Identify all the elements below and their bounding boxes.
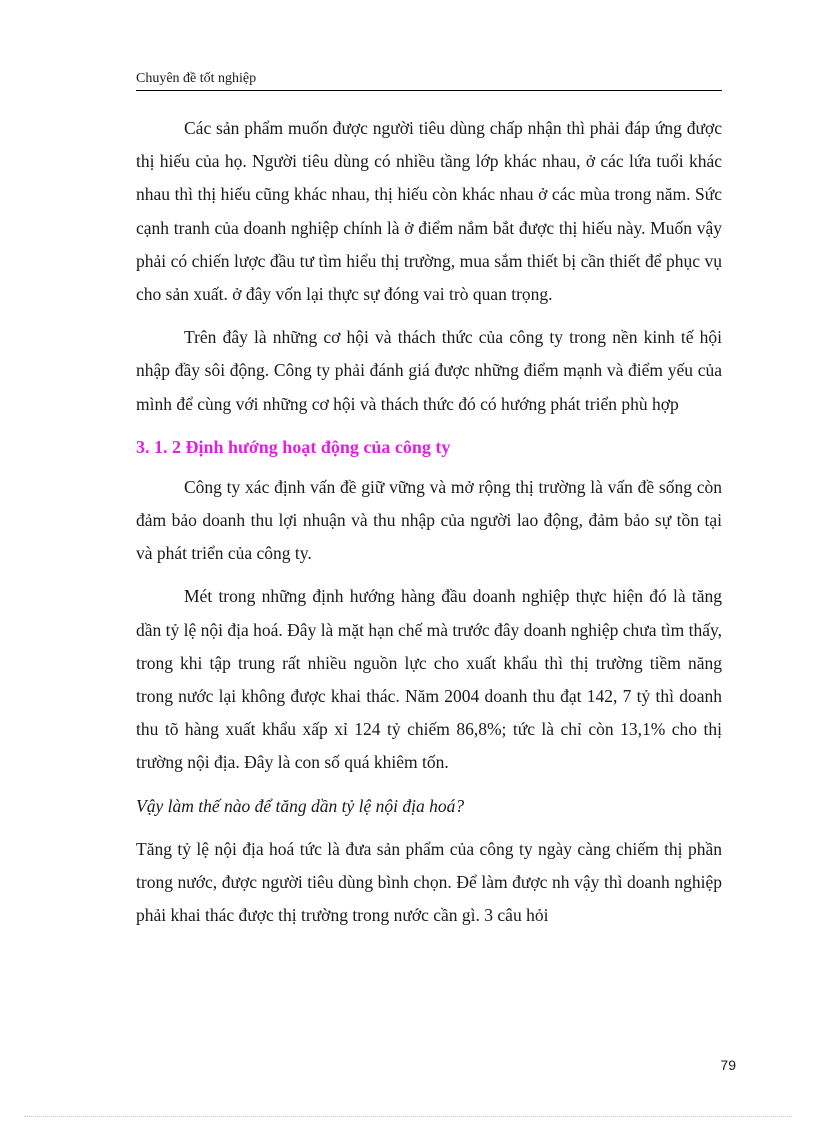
section-heading: 3. 1. 2 Định hướng hoạt động của công ty <box>136 436 451 457</box>
paragraph: Tăng tỷ lệ nội địa hoá tức là đưa sản phẩm của công ty ngày càng chiếm thị phần trong nước, được người tiêu dùng bình chọn. Để làm được nh vậy thì doanh nghiệp phải khai thác được thị trường trong nước cần gì. 3 câu hỏi <box>136 838 722 926</box>
page-header <box>136 70 722 91</box>
page-number: 79 <box>720 1057 736 1073</box>
document-body <box>136 112 722 942</box>
paragraph: Trên đây là những cơ hội và thách thức của công ty trong nền kinh tế hội nhập đầy sôi động. Công ty phải đánh giá được những điểm mạnh và điểm yếu của mình để cùng với những cơ hội và thách thức đó có hướng phát triển phù hợp <box>136 327 722 414</box>
paragraph: Các sản phẩm muốn được người tiêu dùng chấp nhận thì phải đáp ứng được thị hiếu của họ. Người tiêu dùng có nhiều tầng lớp khác nhau, ở các lứa tuổi khác nhau thì thị hiếu cũng khác nhau, thị hiếu còn khác nhau ở các mùa trong năm. Sức cạnh tranh của doanh nghiệp chính là ở điểm nắm bắt được thị hiếu này. Muốn vậy phải có chiến lược đầu tư tìm hiểu thị trường, mua sắm thiết bị cần thiết để phục vụ cho sản xuất. ở đây vốn lại thực sự đóng vai trò quan trọng. <box>136 118 722 305</box>
page-bottom-divider <box>24 1116 792 1117</box>
paragraph: Mét trong những định hướng hàng đầu doanh nghiệp thực hiện đó là tăng dần tỷ lệ nội địa hoá. Đây là mặt hạn chế mà trước đây doanh nghiệp chưa tìm thấy, trong khi tập trung rất nhiều nguồn lực cho xuất khẩu thì thị trường tiềm năng trong nước lại không được khai thác. Năm 2004 doanh thu đạt 142, 7 tỷ thì doanh thu tõ hàng xuất khẩu xấp xỉ 124 tỷ chiếm 86,8%; tức là chỉ còn 13,1% cho thị trường nội địa. Đây là con số quá khiêm tốn. <box>136 586 722 773</box>
italic-question: Vậy làm thế nào để tăng dần tỷ lệ nội địa hoá? <box>136 795 465 816</box>
paragraph: Công ty xác định vấn đề giữ vững và mở rộng thị trường là vấn đề sống còn đảm bảo doanh thu lợi nhuận và thu nhập của người lao động, đảm bảo sự tồn tại và phát triển của công ty. <box>136 476 722 564</box>
header-title: Chuyên đề tốt nghiệp <box>136 71 257 86</box>
